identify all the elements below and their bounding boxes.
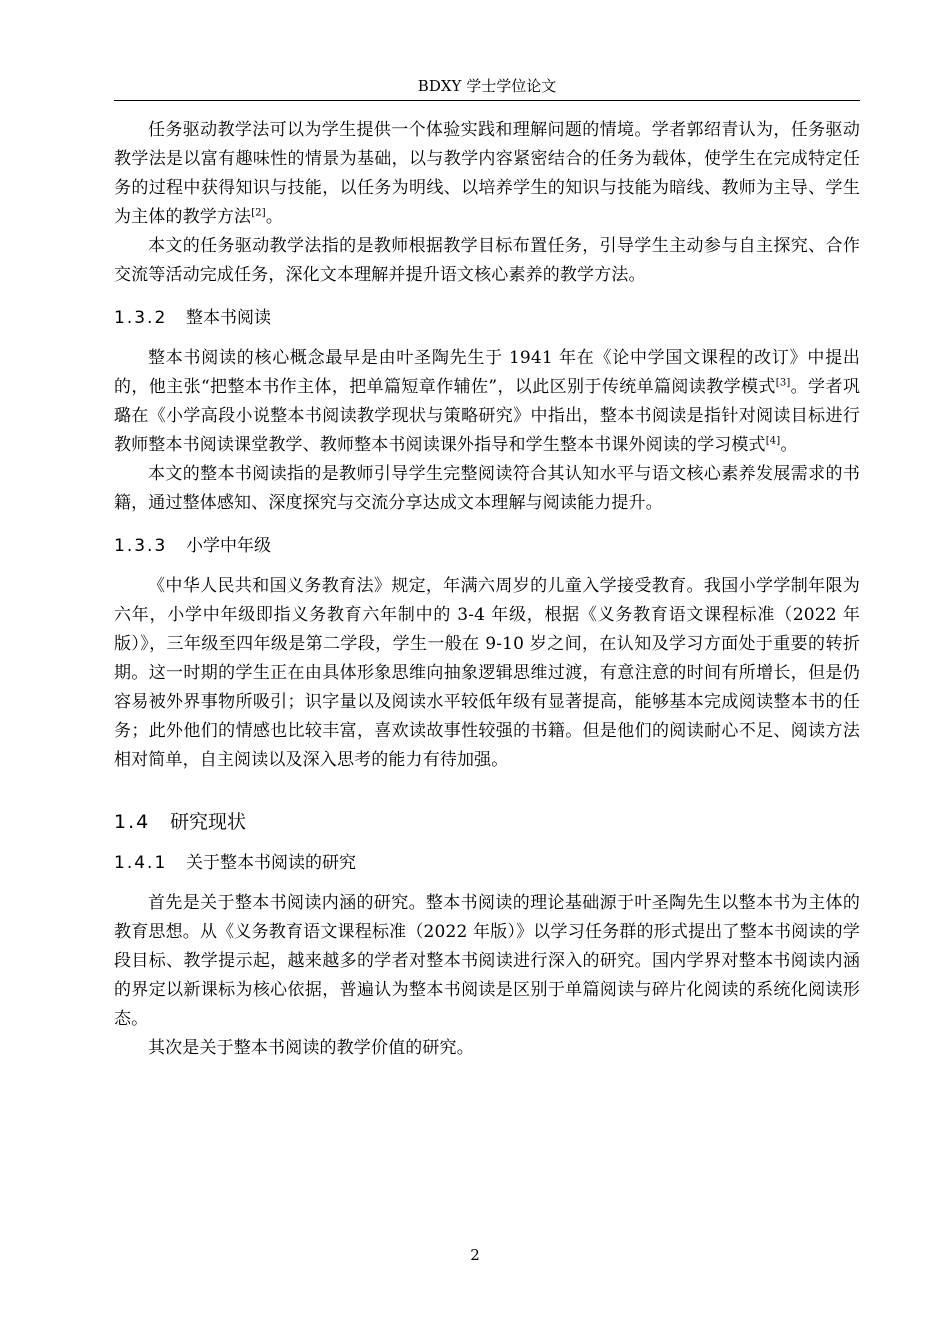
section-title: 整本书阅读 [186, 308, 271, 328]
body-text [114, 116, 860, 1063]
paragraph [114, 116, 860, 232]
section-title: 研究现状 [170, 811, 247, 833]
header-rule [114, 100, 860, 101]
paragraph: 《中华人民共和国义务教育法》规定，年满六周岁的儿童入学接受教育。我国小学学制年限为六年，小学中年级即指义务教育六年制中的 3-4 年级，根据《义务教育语文课程标准（2022 年版）》，三年级至四年级是第二学段，学生一般在 9-10 岁之间，在认知及学习方面处于重要的转折期。这一时期的学生正在由具体形象思维向抽象逻辑思维过渡，有意注意的时间有所增长，但是仍容易被外界事物所吸引；识字量以及阅读水平较低年级有显著提高，能够基本完成阅读整本书的任务；此外他们的情感也比较丰富，喜欢读故事性较强的书籍。但是他们的阅读耐心不足、阅读方法相对简单，自主阅读以及深入思考的能力有待加强。 [114, 576, 860, 770]
section-number: 1.4 [114, 811, 151, 833]
paragraph: 本文的任务驱动教学法指的是教师根据教学目标布置任务，引导学生主动参与自主探究、合作交流等活动完成任务，深化文本理解并提升语文核心素养的教学方法。 [114, 236, 860, 285]
paragraph-text: 。 [265, 207, 283, 227]
paragraph-text: 。 [780, 435, 798, 455]
section-heading-1-4 [114, 809, 860, 835]
paragraph-text: 。学者巩璐在《小学高段小说整本书阅读教学现状与策略研究》中指出，整本书阅读是指针对阅读目标进行教师整本书阅读课堂教学、教师整本书阅读课外指导和学生整本书课外阅读的学习模式 [114, 377, 860, 455]
section-heading-1-3-3 [114, 534, 860, 558]
section-heading-1-3-2 [114, 306, 860, 330]
section-number: 1.3.3 [114, 536, 168, 556]
paragraph-text: 任务驱动教学法可以为学生提供一个体验实践和理解问题的情境。学者郭绍青认为，任务驱动教学法是以富有趣味性的情景为基础，以与教学内容紧密结合的任务为载体，使学生在完成特定任务的过程中获得知识与技能，以任务为明线、以培养学生的知识与技能为暗线、教师为主导、学生为主体的教学方法 [114, 120, 860, 227]
section-number: 1.3.2 [114, 308, 168, 328]
page-number: 2 [470, 1246, 480, 1264]
section-number: 1.4.1 [114, 853, 168, 873]
running-header: BDXY 学士学位论文 [417, 77, 557, 95]
paragraph-text: 整本书阅读的核心概念最早是由叶圣陶先生于 1941 年在《论中学国文课程的改订》中提出的，他主张“把整本书作主体，把单篇短章作辅佐”，以此区别于传统单篇阅读教学模式 [114, 348, 860, 397]
paragraph [114, 344, 860, 460]
section-heading-1-4-1 [114, 851, 860, 875]
citation-ref: [3] [775, 377, 791, 389]
section-title: 关于整本书阅读的研究 [186, 853, 356, 873]
paragraph: 首先是关于整本书阅读内涵的研究。整本书阅读的理论基础源于叶圣陶先生以整本书为主体的教育思想。从《义务教育语文课程标准（2022 年版）》以学习任务群的形式提出了整本书阅读的学段目标、教学提示起，越来越多的学者对整本书阅读进行深入的研究。国内学界对整本书阅读内涵的界定以新课标为核心依据，普遍认为整本书阅读是区别于单篇阅读与碎片化阅读的系统化阅读形态。 [114, 893, 860, 1029]
citation-ref: [4] [765, 435, 781, 447]
paragraph: 本文的整本书阅读指的是教师引导学生完整阅读符合其认知水平与语文核心素养发展需求的书籍，通过整体感知、深度探究与交流分享达成文本理解与阅读能力提升。 [114, 464, 860, 513]
paragraph: 其次是关于整本书阅读的教学价值的研究。 [148, 1038, 474, 1058]
citation-ref: [2] [251, 207, 266, 219]
section-title: 小学中年级 [186, 536, 271, 556]
